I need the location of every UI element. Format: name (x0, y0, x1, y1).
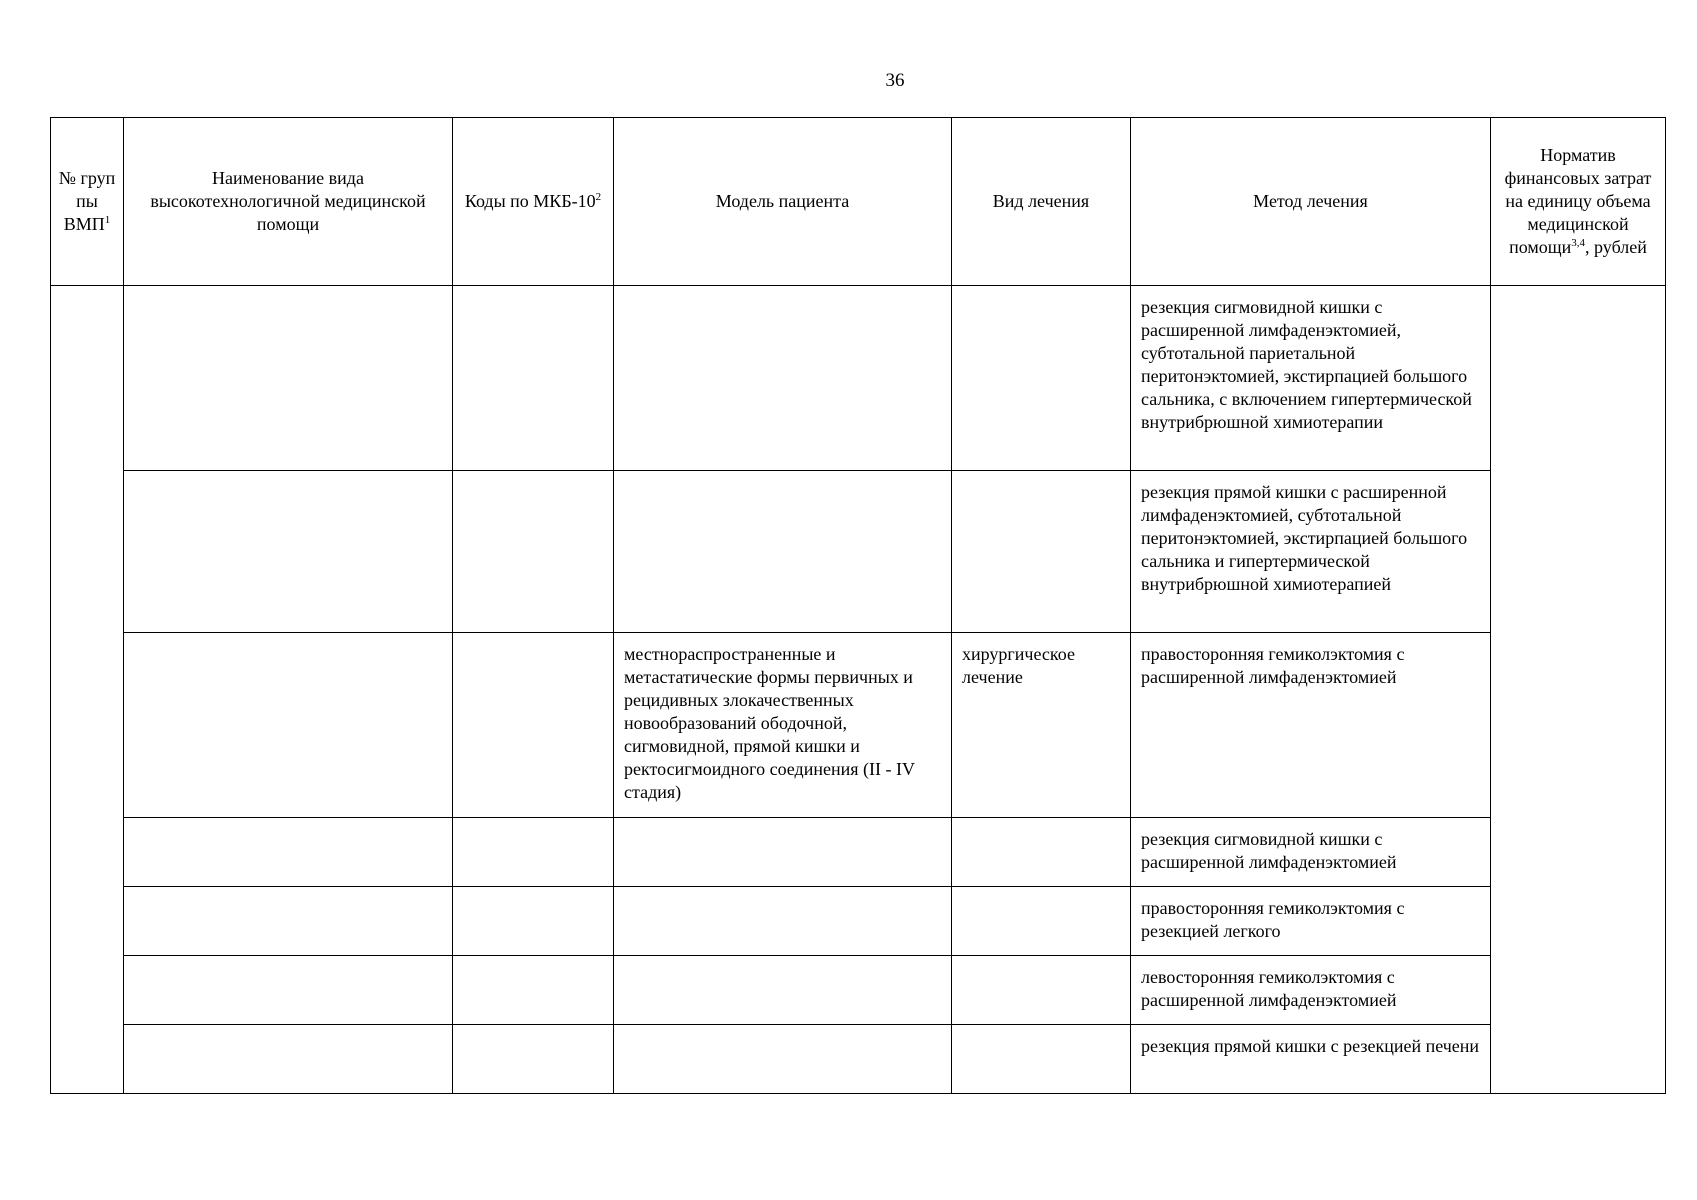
header-row (51, 118, 1666, 286)
group-no-cell (51, 286, 124, 1094)
table-row (51, 1025, 1666, 1094)
method-cell: резекция сигмовидной кишки с расширенной лимфаденэктомией (1131, 818, 1491, 887)
header-patient-model: Модель пациента (614, 118, 952, 286)
method-cell: правосторонняя гемиколэктомия с резекцией легкого (1131, 887, 1491, 956)
table-row (51, 818, 1666, 887)
codes-cell (453, 818, 614, 887)
page-number: 36 (885, 70, 905, 91)
treatment-type-cell: хирургическое лечение (952, 633, 1131, 818)
table-row (51, 633, 1666, 818)
name-cell (124, 1025, 453, 1094)
norm-cell (1491, 286, 1666, 1094)
name-cell (124, 887, 453, 956)
codes-cell (453, 887, 614, 956)
patient-model-cell (614, 1025, 952, 1094)
header-method: Метод лечения (1131, 118, 1491, 286)
patient-model-cell (614, 956, 952, 1025)
patient-model-cell (614, 471, 952, 633)
header-norm: Норматив финансовых затрат на единицу объема медицинской помощи$^{3,4}$, рублей (1491, 118, 1666, 286)
treatment-type-cell (952, 286, 1131, 471)
method-cell: правосторонняя гемиколэктомия с расширенной лимфаденэктомией (1131, 633, 1491, 818)
codes-cell (453, 956, 614, 1025)
header-treatment-type: Вид лечения (952, 118, 1131, 286)
table-row (51, 471, 1666, 633)
method-cell: резекция сигмовидной кишки с расширенной лимфаденэктомией, субтотальной париетальной перитонэктомией, экстирпацией большого сальника, с включением гипертермической внутрибрюшной химиотерапии (1131, 286, 1491, 471)
header-name: Наименование вида высокотехнологичной медицинской помощи (124, 118, 453, 286)
method-cell: левосторонняя гемиколэктомия с расширенной лимфаденэктомией (1131, 956, 1491, 1025)
patient-model-cell (614, 887, 952, 956)
codes-cell (453, 1025, 614, 1094)
table-row (51, 286, 1666, 471)
name-cell (124, 471, 453, 633)
method-cell: резекция прямой кишки с расширенной лимфаденэктомией, субтотальной перитонэктомией, экстирпацией большого сальника и гипертермической внутрибрюшной химиотерапией (1131, 471, 1491, 633)
name-cell (124, 633, 453, 818)
method-cell: резекция прямой кишки с резекцией печени (1131, 1025, 1491, 1094)
patient-model-cell (614, 286, 952, 471)
name-cell (124, 956, 453, 1025)
name-cell (124, 818, 453, 887)
header-group-no: № груп пы ВМП$^1$ (51, 118, 124, 286)
codes-cell (453, 471, 614, 633)
treatment-type-cell (952, 818, 1131, 887)
codes-cell (453, 633, 614, 818)
treatment-table (50, 117, 1666, 1094)
codes-cell (453, 286, 614, 471)
table-row (51, 956, 1666, 1025)
name-cell (124, 286, 453, 471)
table-row (51, 887, 1666, 956)
treatment-type-cell (952, 1025, 1131, 1094)
treatment-type-cell (952, 956, 1131, 1025)
header-codes: Коды по МКБ-$10^2$ (453, 118, 614, 286)
patient-model-cell (614, 818, 952, 887)
treatment-type-cell (952, 471, 1131, 633)
patient-model-cell: местнораспространенные и метастатические формы первичных и рецидивных злокачественных новообразований ободочной, сигмовидной, прямой кишки и ректосигмоидного соединения (II - IV стадия) (614, 633, 952, 818)
treatment-type-cell (952, 887, 1131, 956)
